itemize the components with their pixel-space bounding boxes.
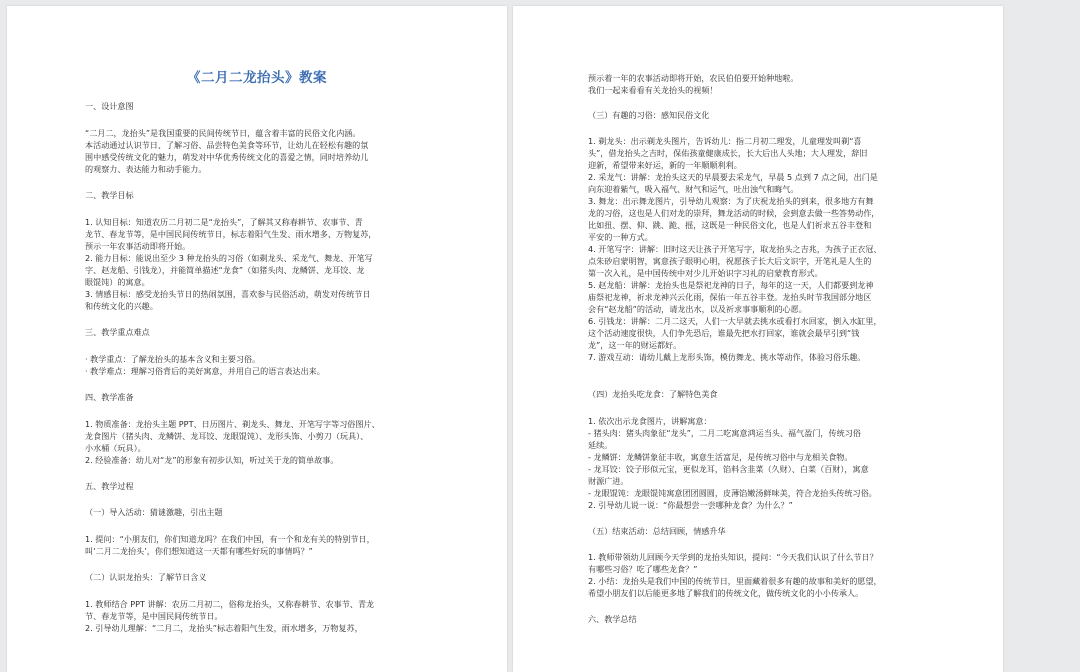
right-text-line: 1. 剃龙头：出示剃龙头图片，告诉幼儿：指二月初二理发，儿童理发叫剃“喜: [588, 136, 862, 146]
right-text-line: 有哪些习俗？吃了哪些龙食？”: [588, 564, 698, 574]
left-text-line: 眼馄饨）的寓意。: [85, 277, 150, 287]
right-text-line: 2. 采龙气：讲解：龙抬头这天的早晨要去采龙气，早晨 5 点到 7 点之间，出门是: [588, 172, 878, 182]
left-text-line: 字、赵龙船、引钱龙），并能简单描述“龙食”（如猪头肉、龙鳞饼、龙耳饺、龙: [85, 265, 365, 275]
right-text-line: 向东迎着紫气，吸入福气、财气和运气，吐出浊气和晦气。: [588, 184, 799, 194]
right-text-line: 7. 游戏互动：请幼儿戴上龙形头饰，模仿舞龙、挑水等动作，体验习俗乐趣。: [588, 352, 866, 362]
right-text-line: - 龙鳞饼：龙鳞饼象征丰收，寓意生活富足，是传统习俗中与龙相关食物。: [588, 452, 853, 462]
left-text-line: “二月二，龙抬头”是我国重要的民间传统节日，蕴含着丰富的民俗文化内涵。: [85, 128, 361, 138]
right-text-line: 比如扭、摆、仰、跳、跪、摇，这既是一种民俗文化，也是人们祈求五谷丰登和: [588, 220, 872, 230]
left-text-line: 1. 提问：“小朋友们，你们知道龙吗？在我们中国，有一个和龙有关的特别节日，: [85, 534, 375, 544]
left-text-line: 1. 认知目标：知道农历二月初二是“龙抬头”，了解其又称春耕节、农事节、青: [85, 217, 363, 227]
left-text-line: 2. 能力目标：能说出至少 3 种龙抬头的习俗（如剃龙头、采龙气、舞龙、开笔写: [85, 253, 373, 263]
left-text-line: 的观察力、表达能力和动手能力。: [85, 164, 207, 174]
left-text-line: 龙节、春龙节等，是中国民间传统节日，标志着阳气生发、雨水增多、万物复苏，: [85, 229, 377, 239]
right-text-line: 4. 开笔写字：讲解：旧时这天让孩子开笔写字，取龙抬头之吉兆，为孩子正衣冠、: [588, 244, 882, 254]
left-text-line: · 教学重点：了解龙抬头的基本含义和主要习俗。: [85, 354, 261, 364]
left-text-line: 叫‘二月二龙抬头’，你们想知道这一天都有哪些好玩的事情吗？”: [85, 546, 313, 556]
right-text-line: 2. 小结：龙抬头是我们中国的传统节日，里面藏着很多有趣的故事和美好的愿望，: [588, 576, 882, 586]
right-text-line: 1. 教师带领幼儿回顾今天学到的龙抬头知识，提问：“今天我们认识了什么节日？: [588, 552, 878, 562]
document-page-right: [513, 6, 1003, 672]
left-text-line: 本活动通过认识节日、了解习俗、品尝特色美食等环节，让幼儿在轻松有趣的氛: [85, 140, 369, 150]
right-text-line: 预示着一年的农事活动即将开始，农民伯伯要开始种地啦。: [588, 73, 799, 83]
left-text-line: 一、设计意图: [85, 101, 134, 111]
right-text-line: 6. 引钱龙：讲解：二月二这天，人们一大早就去挑水或看打水回家，倒入水缸里，: [588, 316, 882, 326]
right-text-line: 龙的习俗，这也是人们对龙的崇拜，舞龙活动的时候，会到意去做一些答势动作，: [588, 208, 880, 218]
right-text-line: 这个活动速度很快，人们争先恐后，谁最先把水打回家，谁就会最早引到“钱: [588, 328, 860, 338]
left-text-line: 2. 经验准备：幼儿对“龙”的形象有初步认知，听过关于龙的简单故事。: [85, 455, 339, 465]
right-text-line: （三）有趣的习俗：感知民俗文化: [588, 110, 710, 120]
right-text-line: 点朱砂启蒙明智，寓意孩子眼明心明，祝愿孩子长大后文识字，开笔礼是人生的: [588, 256, 872, 266]
right-text-line: 迎新，希望带来好运，新的一年顺顺利利。: [588, 160, 742, 170]
left-text-line: 节、春龙节等，是中国民间传统节日。: [85, 611, 223, 621]
left-text-line: 四、教学准备: [85, 392, 134, 402]
right-text-line: - 龙耳饺：饺子形似元宝，更似龙耳，馅料含韭菜（久财）、白菜（百财），寓意: [588, 464, 869, 474]
left-text-line: 龙食图片（猪头肉、龙鳞饼、龙耳饺、龙眼馄饨）、龙形头饰、小剪刀（玩具）、: [85, 431, 369, 441]
document-title: 《二月二龙抬头》教案: [187, 70, 327, 86]
left-text-line: （二）认识龙抬头：了解节日含义: [85, 572, 207, 582]
right-text-line: 延续。: [588, 440, 613, 450]
right-text-line: 六、教学总结: [588, 614, 637, 624]
right-text-line: 5. 赵龙船：讲解：龙抬头也是祭祀龙神的日子，每年的这一天，人们都要到龙神: [588, 280, 874, 290]
right-text-line: 财源广进。: [588, 476, 629, 486]
right-text-line: 1. 依次出示龙食图片，讲解寓意：: [588, 416, 712, 426]
right-text-line: 我们一起来看看有关龙抬头的视频！: [588, 85, 718, 95]
right-text-line: 希望小朋友们以后能更多地了解我们的传统文化，做传统文化的小小传承人。: [588, 588, 864, 598]
left-text-line: 五、教学过程: [85, 481, 134, 491]
left-text-line: （一）导入活动：猜谜激趣，引出主题: [85, 507, 223, 517]
right-text-line: 3. 舞龙：出示舞龙图片，引导幼儿观察：为了庆祝龙抬头的到来，很多地方有舞: [588, 196, 874, 206]
right-text-line: 庙祭祀龙神，祈求龙神兴云化雨，保佑一年五谷丰登。龙抬头时节我国部分地区: [588, 292, 872, 302]
right-text-line: 龙”，这一年的财运都好。: [588, 340, 682, 350]
right-text-line: 平安的一种方式。: [588, 232, 653, 242]
left-text-line: 三、教学重点难点: [85, 327, 150, 337]
left-text-line: 二、教学目标: [85, 190, 134, 200]
left-text-line: 1. 教师结合 PPT 讲解：农历二月初二，俗称龙抬头，又称春耕节、农事节、青龙: [85, 599, 375, 609]
right-text-line: （五）结束活动：总结回顾，情感升华: [588, 526, 726, 536]
right-text-line: （四）龙抬头吃龙食：了解特色美食: [588, 389, 718, 399]
right-text-line: 2. 引导幼儿说一说：“你最想尝一尝哪种龙食？为什么？”: [588, 500, 793, 510]
left-text-line: 预示一年农事活动即将开始。: [85, 241, 191, 251]
right-text-line: 第一次入礼，是中国传统中对少儿开始识字习礼的启蒙教育形式。: [588, 268, 823, 278]
left-text-line: 2. 引导幼儿理解：“二月二，龙抬头”标志着阳气生发，雨水增多，万物复苏，: [85, 623, 363, 633]
right-text-line: 会有“赵龙船”的活动，请龙出水，以及祈求事事顺利的心愿。: [588, 304, 807, 314]
right-text-line: - 龙眼馄饨：龙眼馄饨寓意团团圆圆，皮薄馅嫩汤鲜味美，符合龙抬头传统习俗。: [588, 488, 877, 498]
left-text-line: 1. 物质准备：龙抬头主题 PPT、日历图片、剃龙头、舞龙、开笔写字等习俗图片、: [85, 419, 380, 429]
left-text-line: 3. 情感目标：感受龙抬头节日的热闹氛围，喜欢参与民俗活动，萌发对传统节日: [85, 289, 371, 299]
left-text-line: · 教学难点：理解习俗背后的美好寓意，并用自己的语言表达出来。: [85, 366, 325, 376]
left-text-line: 围中感受传统文化的魅力，萌发对中华优秀传统文化的喜爱之情，同时培养幼儿: [85, 152, 369, 162]
right-text-line: 头”，借龙抬头之吉时，保佑孩童健康成长，长大后出人头地；大人理发，辞旧: [588, 148, 868, 158]
right-text-line: - 猪头肉：猪头肉象征“龙头”，二月二吃寓意鸿运当头、福气盈门，传统习俗: [588, 428, 861, 438]
left-text-line: 和传统文化的兴趣。: [85, 301, 158, 311]
left-text-line: 小水桶（玩具）。: [85, 443, 146, 453]
document-page-left: [7, 6, 507, 672]
